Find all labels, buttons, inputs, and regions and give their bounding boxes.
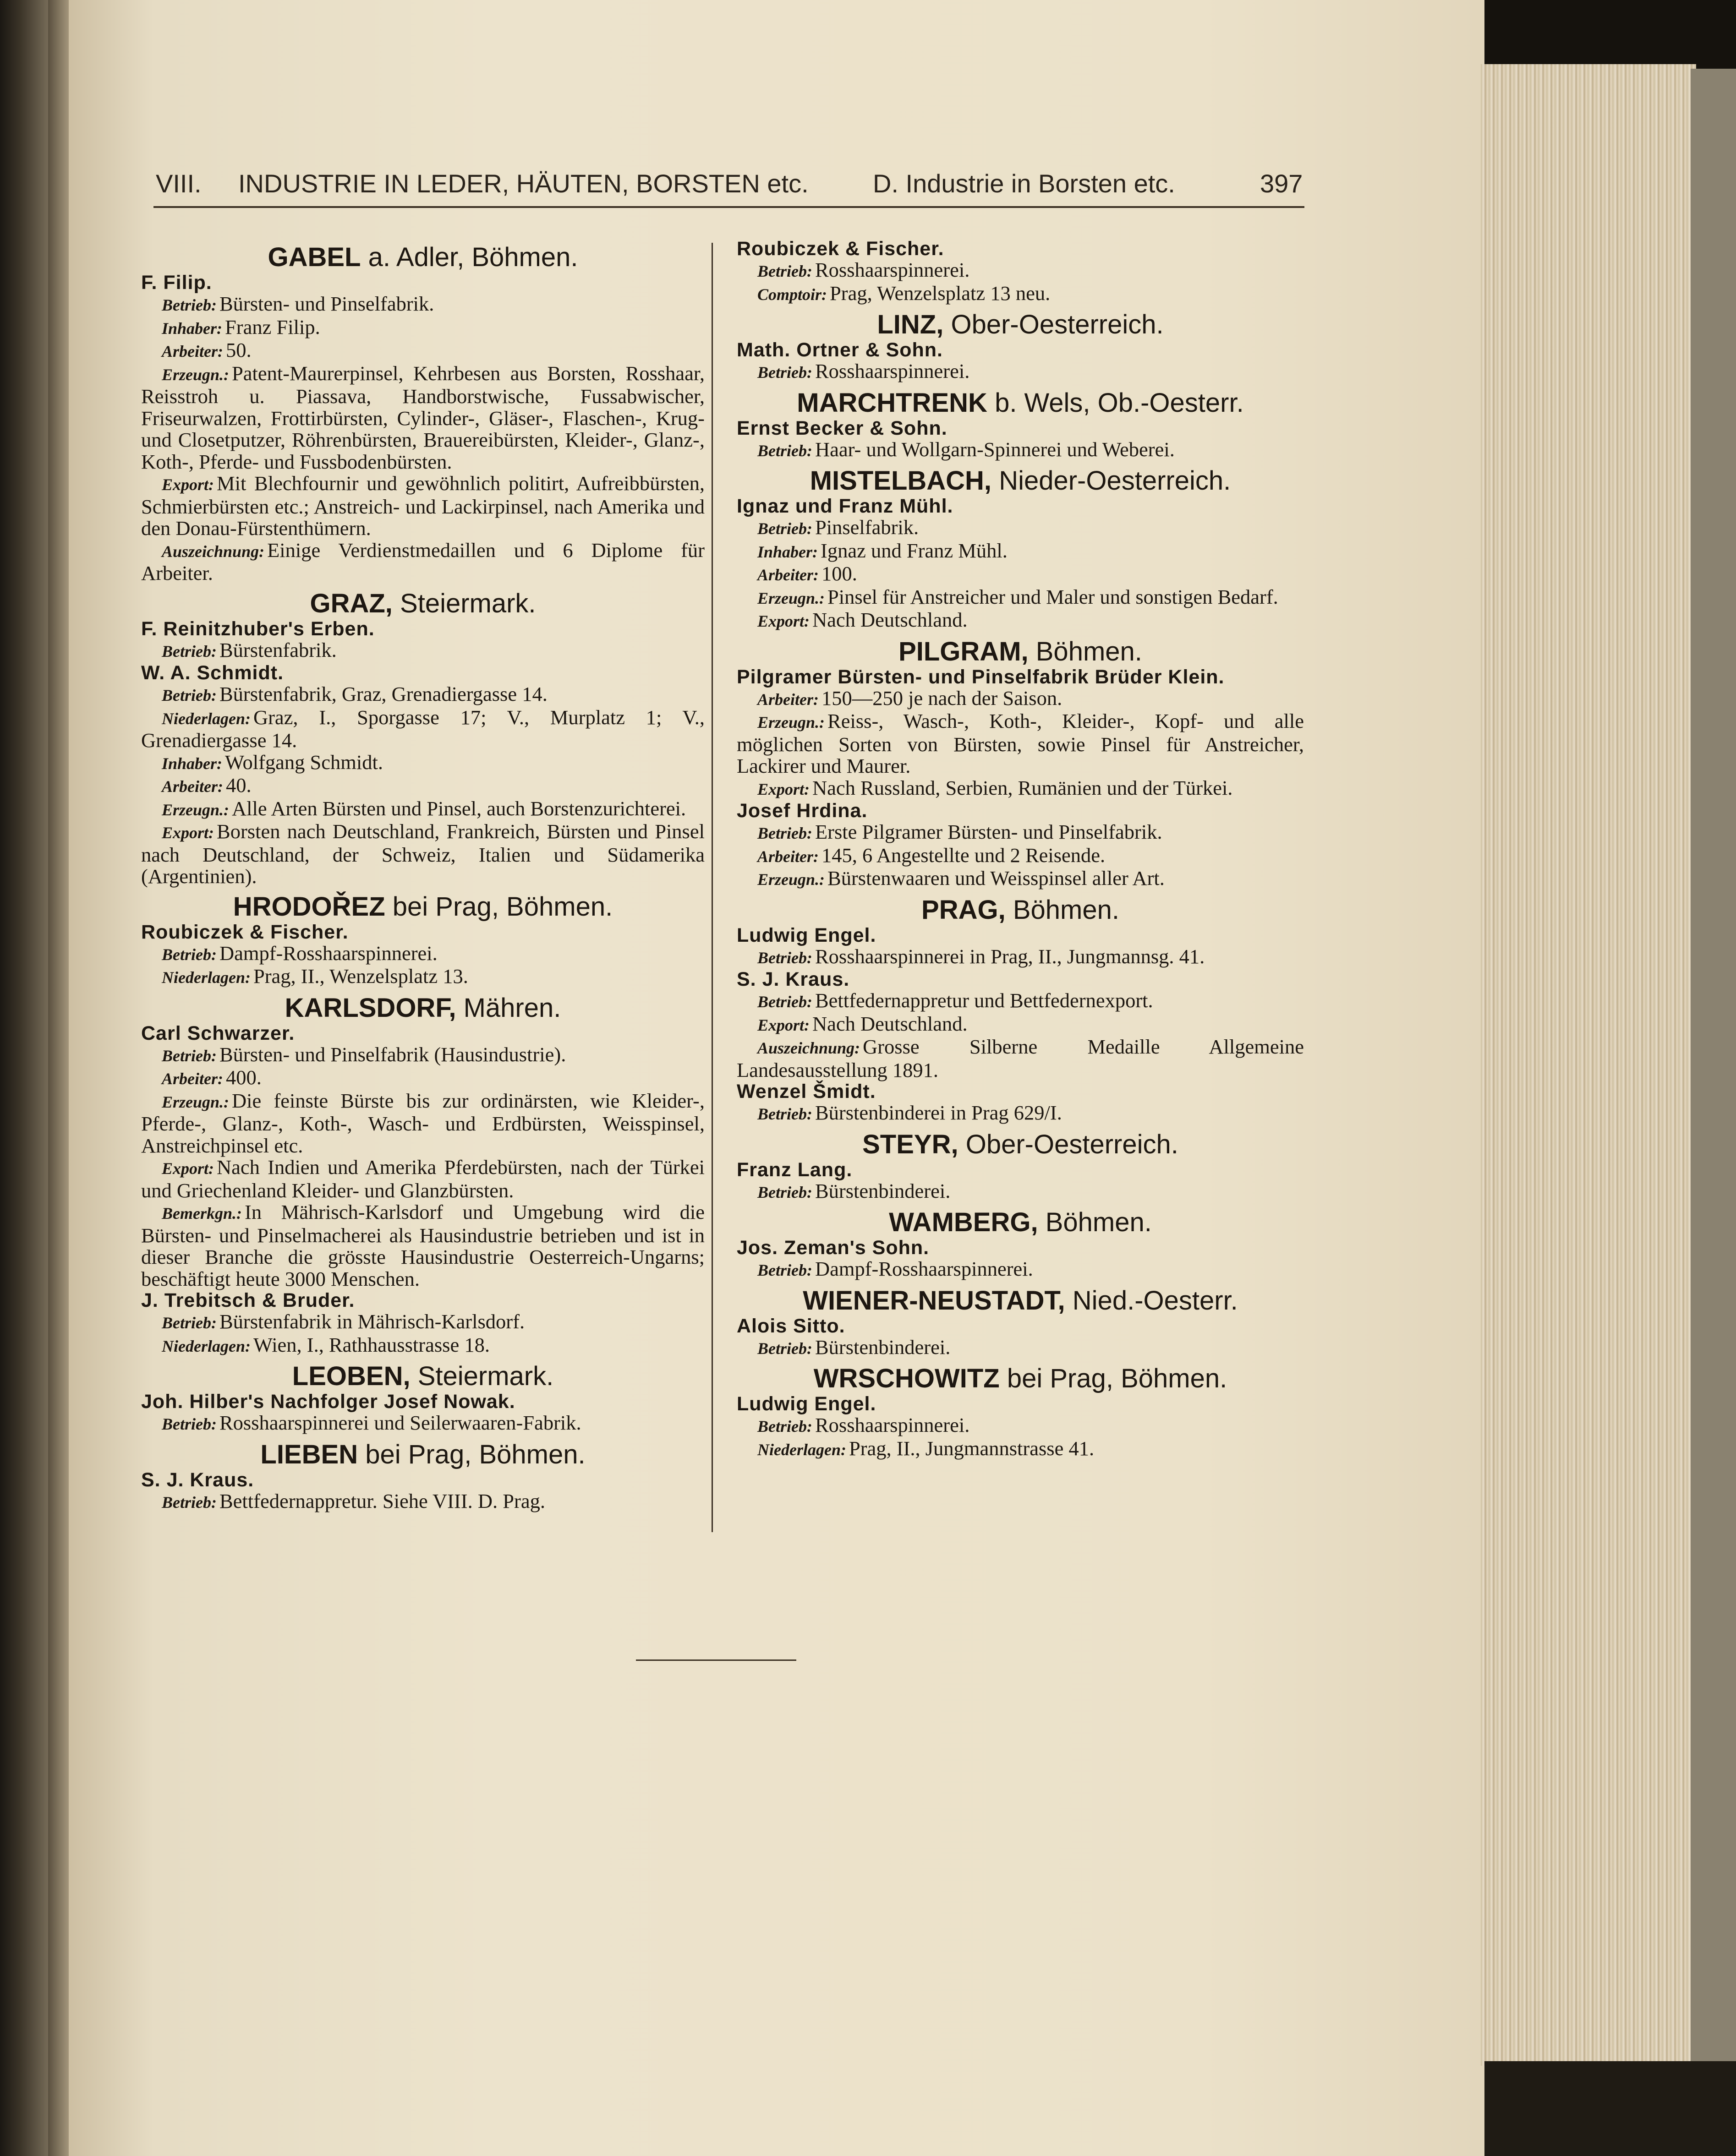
entry-line [141,540,705,584]
firm-name: Ludwig Engel. [737,924,876,946]
entry-line [141,752,705,775]
entry-label: Betrieb: [757,948,812,967]
firm-name: Franz Lang. [737,1158,853,1181]
entry-text: Prag, II., Jungmannstrasse 41. [849,1436,1095,1460]
entry-text: Rosshaarspinnerei in Prag, II., Jungmannsg. 41. [815,944,1205,968]
header-section: VIII. [156,169,202,198]
running-header [156,169,1301,210]
entry-label: Niederlagen: [162,709,251,728]
book-cover-edge [1691,69,1736,2061]
entry-text: Prag, II., Wenzelsplatz 13. [253,965,468,988]
entry-label: Betrieb: [162,1493,217,1512]
entry-text: Pinsel für Anstreicher und Maler und sonstigen Bedarf. [827,585,1278,608]
entry-line [141,707,705,752]
header-title: INDUSTRIE IN LEDER, HÄUTEN, BORSTEN etc. [238,169,809,198]
city-name: MISTELBACH, [810,466,992,496]
entry-label: Niederlagen: [757,1440,846,1459]
entry-label: Betrieb: [757,363,812,382]
city-heading [737,637,1304,666]
entry-line [737,777,1304,801]
entry-text: 100. [821,562,857,585]
firm-name: F. Filip. [141,272,212,294]
entry-line [141,1334,705,1358]
city-region: b. Wels, Ob.-Oesterr. [995,388,1244,418]
background-shadow [1484,2061,1736,2156]
entry-label: Erzeugn.: [757,870,825,889]
entry-text: 400. [225,1066,262,1089]
firm-name: S. J. Kraus. [141,1468,254,1491]
entry-line [141,1490,705,1514]
city-name: PILGRAM, [898,636,1029,666]
city-heading [737,310,1304,339]
city-region: Nieder-Oesterreich. [999,466,1231,496]
entry-line [737,283,1304,306]
firm-name: Wenzel Šmidt. [737,1081,876,1103]
entry-label: Erzeugn.: [162,365,230,384]
entry-line [737,710,1304,777]
entry-label: Betrieb: [757,1261,812,1279]
firm-name: Pilgramer Bürsten- und Pinselfabrik Brüder Klein. [737,666,1225,688]
entry-label: Export: [757,780,810,798]
entry-line [737,1258,1304,1282]
entry-text: Rosshaarspinnerei. [815,1414,970,1436]
entry-line [141,798,705,821]
entry-text: Bürstenbinderei. [815,1179,951,1202]
city-heading [737,1208,1304,1237]
entry-label: Betrieb: [162,686,217,704]
entry-text: Bürsten- und Pinselfabrik. [219,292,434,315]
entry-line [141,1311,705,1334]
entry-text: Bürstenwaaren und Weisspinsel aller Art. [827,867,1165,890]
entry-line [141,1044,705,1067]
firm-name: W. A. Schmidt. [141,662,284,684]
entry-label: Erzeugn.: [162,800,230,819]
firm-name: Roubiczek & Fischer. [737,238,944,260]
entry-label: Betrieb: [162,1415,217,1433]
city-heading [737,388,1304,418]
entry-text: Graz, I., Sporgasse 17; V., Murplatz 1; V., Grenadiergasse 14. [141,705,705,752]
page-number: 397 [1260,169,1303,198]
entry-label: Arbeiter: [757,566,819,584]
entry-label: Betrieb: [757,824,812,842]
entry-line [141,966,705,989]
entry-label: Arbeiter: [162,342,223,360]
entry-label: Betrieb: [162,642,217,660]
entry-line [737,259,1304,283]
entry-text: Dampf-Rosshaarspinnerei. [815,1257,1033,1280]
entry-text: Rosshaarspinnerei und Seilerwaaren-Fabrik. [219,1411,581,1434]
entry-label: Arbeiter: [162,777,223,796]
city-region: bei Prag, Böhmen. [365,1439,586,1469]
entry-line [737,946,1304,969]
entry-label: Arbeiter: [757,690,819,709]
entry-label: Betrieb: [757,1183,812,1201]
entry-label: Export: [757,1015,810,1034]
entry-text: Nach Deutschland. [812,608,968,631]
entry-label: Auszeichnung: [757,1039,860,1057]
entry-label: Arbeiter: [757,847,819,866]
city-heading [141,589,705,618]
entry-line [737,868,1304,891]
city-name: WAMBERG, [889,1207,1038,1237]
city-region: bei Prag, Böhmen. [1007,1364,1227,1393]
entry-text: Erste Pilgramer Bürsten- und Pinselfabrik. [815,820,1162,843]
entry-text: 150—250 je nach der Saison. [821,686,1062,710]
entry-text: 40. [225,774,252,797]
entry-line [737,1438,1304,1461]
entry-label: Betrieb: [757,262,812,280]
entry-label: Inhaber: [162,319,223,338]
firm-name: Joh. Hilber's Nachfolger Josef Nowak. [141,1391,515,1413]
city-name: LIEBEN [260,1439,358,1469]
entry-line [141,473,705,540]
city-region: Ober-Oesterreich. [951,310,1164,339]
city-name: LEOBEN, [292,1361,411,1391]
entry-line [737,845,1304,868]
city-name: HRODOŘEZ [233,891,385,922]
entry-label: Erzeugn.: [757,713,825,731]
firm-name: Josef Hrdina. [737,800,868,822]
entry-label: Inhaber: [757,542,818,561]
entry-label: Bemerkgn.: [162,1204,242,1223]
entry-text: Nach Deutschland. [812,1012,968,1035]
city-region: bei Prag, Böhmen. [392,891,613,922]
header-rule [153,206,1304,208]
city-heading [141,1440,705,1469]
entry-text: Dampf-Rosshaarspinnerei. [219,941,438,965]
entry-label: Auszeichnung: [162,542,265,561]
entry-text: Wolfgang Schmidt. [225,750,383,774]
city-name: WIENER-NEUSTADT, [803,1285,1065,1315]
firm-name: Ludwig Engel. [737,1393,876,1415]
entry-label: Betrieb: [757,1417,812,1436]
entry-text: Bettfedernappretur und Bettfedernexport. [815,989,1153,1012]
right-column [737,238,1304,1461]
entry-label: Erzeugn.: [162,1092,230,1111]
entry-text: Nach Indien und Amerika Pferdebürsten, nach der Türkei und Griechenland Kleider- und Glanzbürsten. [141,1156,705,1202]
entry-text: Ignaz und Franz Mühl. [821,539,1008,562]
city-heading [737,1130,1304,1159]
facing-page-edge [0,0,50,2156]
firm-name: Jos. Zeman's Sohn. [737,1237,930,1259]
entry-line [141,1412,705,1436]
entry-label: Export: [162,824,214,842]
entry-text: 145, 6 Angestellte und 2 Reisende. [821,843,1106,867]
entry-label: Betrieb: [162,296,217,314]
entry-text: Einige Verdienstmedaillen und 6 Diplome für Arbeiter. [141,538,705,584]
entry-line [737,821,1304,845]
entry-line [737,990,1304,1013]
city-heading [141,993,705,1023]
firm-name: Alois Sitto. [737,1315,845,1337]
firm-name: Roubiczek & Fischer. [141,921,349,943]
page-block-edge [1481,64,1696,2066]
entry-line [141,1201,705,1290]
entry-line [737,1036,1304,1081]
entry-line [737,688,1304,711]
city-heading [141,892,705,922]
entry-text: Bürstenfabrik in Mährisch-Karlsdorf. [219,1310,525,1333]
entry-text: Haar- und Wollgarn-Spinnerei und Weberei. [815,437,1175,461]
entry-text: Bürstenfabrik. [219,638,337,661]
entry-label: Erzeugn.: [757,589,825,607]
entry-text: 50. [225,338,252,361]
entry-line [737,609,1304,633]
entry-line [141,1090,705,1157]
entry-label: Export: [162,1159,214,1178]
entry-line [141,293,705,317]
city-heading [737,895,1304,925]
entry-line [141,1157,705,1201]
entry-text: In Mährisch-Karlsdorf und Umgebung wird die Bürsten- und Pinselmacherei als Hausindustrie betrieben und ist in dieser Branche die grösste Hausindustrie Oesterreich-Ungarns; beschäftigt heute 3000 Menschen. [141,1201,705,1290]
entry-text: Bettfedernappretur. Siehe VIII. D. Prag. [219,1489,545,1512]
entry-label: Export: [757,612,810,630]
entry-text: Bürstenfabrik, Graz, Grenadiergasse 14. [219,682,548,705]
entry-text: Borsten nach Deutschland, Frankreich, Bürsten und Pinsel nach Deutschland, der Schweiz, Italien und Südamerika (Argentinien). [141,820,705,888]
entry-label: Betrieb: [757,993,812,1011]
entry-label: Arbeiter: [162,1070,223,1088]
entry-text: Rosshaarspinnerei. [815,360,970,382]
entry-line [737,1414,1304,1438]
entry-line [141,683,705,707]
city-region: Steiermark. [417,1361,554,1391]
entry-label: Niederlagen: [162,1337,251,1355]
left-column [141,238,705,1513]
firm-name: Carl Schwarzer. [141,1022,295,1044]
city-name: GABEL [268,242,361,272]
city-name: KARLSDORF, [285,993,456,1023]
firm-name: F. Reinitzhuber's Erben. [141,617,375,640]
entry-line [141,775,705,798]
entry-label: Export: [162,475,214,494]
entry-label: Betrieb: [162,945,217,964]
entry-label: Comptoir: [757,285,827,304]
entry-line [141,943,705,966]
entry-line [141,363,705,473]
entry-line [737,563,1304,586]
firm-name: Ignaz und Franz Mühl. [737,495,953,517]
city-name: WRSCHOWITZ [813,1364,1000,1393]
entry-label: Niederlagen: [162,968,251,987]
entry-label: Betrieb: [757,1105,812,1123]
entry-text: Pinselfabrik. [815,516,919,539]
entry-text: Rosshaarspinnerei. [815,258,970,281]
city-heading [737,466,1304,496]
city-region: Steiermark. [400,588,536,618]
city-heading [141,1362,705,1391]
firm-name: Math. Ortner & Sohn. [737,339,943,361]
entry-text: Alle Arten Bürsten und Pinsel, auch Borstenzurichterei. [232,797,686,820]
entry-line [737,1180,1304,1204]
entry-text: Bürstenbinderei in Prag 629/I. [815,1101,1062,1124]
city-heading [737,1286,1304,1315]
firm-name: S. J. Kraus. [737,968,850,990]
entry-text: Grosse Silberne Medaille Allgemeine Landesausstellung 1891. [737,1035,1304,1081]
entry-text: Mit Blechfournir und gewöhnlich politirt, Aufreibbürsten, Schmierbürsten etc.; Anstreich- und Lackirpinsel, nach Amerika und den Donau-Fürstenthümern. [141,472,705,540]
entry-text: Bürstenbinderei. [815,1335,951,1359]
city-region: Nied.-Oesterr. [1072,1285,1238,1315]
entry-line [737,360,1304,384]
entry-line [141,821,705,888]
entry-text: Wien, I., Rathhausstrasse 18. [253,1333,490,1356]
firm-name: J. Trebitsch & Bruder. [141,1289,355,1311]
city-region: a. Adler, Böhmen. [368,242,578,272]
city-name: GRAZ, [310,588,393,618]
entry-text: Reiss-, Wasch-, Koth-, Kleider-, Kopf- und alle möglichen Sorten von Bürsten, sowie Pinsel für Anstreicher, Lackirer und Maurer. [737,710,1304,777]
end-rule [636,1659,796,1661]
city-heading [737,1364,1304,1393]
city-name: PRAG, [921,895,1006,925]
entry-label: Betrieb: [162,1314,217,1332]
entry-line [737,1102,1304,1125]
city-region: Ober-Oesterreich. [965,1129,1178,1159]
city-name: STEYR, [862,1129,958,1159]
entry-line [737,1337,1304,1360]
entry-text: Die feinste Bürste bis zur ordinärsten, wie Kleider-, Pferde-, Glanz-, Koth-, Wasch- und Erdbürsten, Weisspinsel, Anstreichpinsel etc. [141,1089,705,1157]
city-heading [141,243,705,272]
entry-label: Betrieb: [757,1339,812,1358]
firm-name: Ernst Becker & Sohn. [737,417,947,439]
entry-line [737,517,1304,540]
entry-label: Inhaber: [162,754,223,773]
entry-text: Bürsten- und Pinselfabrik (Hausindustrie). [219,1043,566,1066]
entry-line [141,339,705,363]
entry-label: Betrieb: [757,519,812,538]
city-name: LINZ, [877,310,944,339]
entry-label: Betrieb: [757,441,812,460]
entry-line [141,317,705,340]
entry-text: Franz Filip. [225,315,320,338]
city-region: Böhmen. [1035,636,1142,666]
city-region: Mähren. [463,993,561,1023]
city-name: MARCHTRENK [797,388,987,418]
entry-line [737,1013,1304,1037]
city-region: Böhmen. [1045,1207,1152,1237]
entry-line [141,1067,705,1090]
entry-label: Betrieb: [162,1046,217,1065]
entry-text: Nach Russland, Serbien, Rumänien und der Türkei. [812,776,1233,799]
entry-line [141,639,705,663]
city-region: Böhmen. [1013,895,1119,925]
column-divider [712,243,713,1532]
entry-text: Patent-Maurerpinsel, Kehrbesen aus Borsten, Rosshaar, Reisstroh u. Piassava, Handborstwische, Fussabwischer, Friseurwalzen, Frottirbürsten, Cylinder-, Gläser-, Flaschen-, Krug- und Closetputzer, Röhrenbürsten, Brauereibürsten, Kleider-, Glanz-, Koth-, Pferde- und Fussbodenbürsten. [141,361,705,473]
entry-text: Prag, Wenzelsplatz 13 neu. [830,281,1051,305]
entry-line [737,586,1304,610]
entry-line [737,540,1304,563]
entry-line [737,439,1304,462]
header-subsection: D. Industrie in Borsten etc. [873,169,1175,198]
